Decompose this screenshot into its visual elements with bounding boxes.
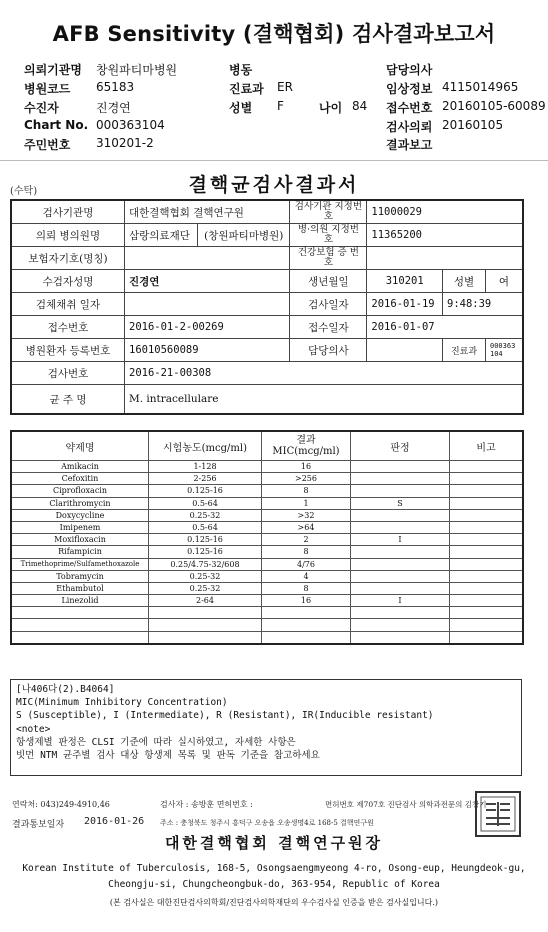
info-value: 000363104	[486, 339, 524, 362]
hdr-label: 병동	[229, 63, 253, 77]
drug-name: Rifampicin	[11, 546, 149, 558]
test-range: 0.5-64	[149, 521, 262, 533]
test-range: 0.5-64	[149, 497, 262, 509]
info-value: 진경연	[125, 270, 290, 293]
hdr-value: 20160105	[442, 118, 504, 132]
hdr-value: 4115014965	[442, 80, 519, 94]
hdr-value: F	[277, 99, 284, 113]
info-label: 보험자기호(명칭)	[11, 247, 125, 270]
column-header: 약제명	[11, 431, 149, 461]
column-header: 비고	[450, 431, 524, 461]
mic-result: 4	[262, 570, 351, 582]
drug-name: Amikacin	[11, 461, 149, 473]
drug-name: Doxycycline	[11, 509, 149, 521]
remark	[450, 631, 524, 644]
column-header: 결과 MIC(mcg/ml)	[262, 431, 351, 461]
report-title: AFB Sensitivity (결핵협회) 검사결과보고서	[52, 22, 496, 46]
hdr-label: 진료과	[229, 82, 264, 96]
hdr-value: 84	[352, 99, 368, 113]
table-row	[11, 485, 523, 497]
test-range: 0.125-16	[149, 546, 262, 558]
interpretation: I	[351, 595, 450, 607]
table-row	[11, 619, 523, 631]
mic-result: 16	[262, 461, 351, 473]
hdr-label: 의뢰기관명	[24, 63, 82, 77]
test-range: 0.125-16	[149, 534, 262, 546]
interpretation	[351, 509, 450, 521]
outsourced-label: (수탁)	[10, 186, 38, 197]
interpretation	[351, 619, 450, 631]
mic-result: >256	[262, 473, 351, 485]
mic-result: 8	[262, 485, 351, 497]
info-value	[367, 339, 443, 362]
remark	[450, 558, 524, 570]
info-label: 검사번호	[11, 362, 125, 385]
interpretation	[351, 558, 450, 570]
info-label: 의뢰 병의원명	[11, 224, 125, 247]
interpretation: I	[351, 534, 450, 546]
interpretation	[351, 546, 450, 558]
remark	[450, 546, 524, 558]
remark	[450, 619, 524, 631]
phone-text: 연락처: 043)249-4910,46	[12, 800, 110, 809]
divider	[0, 160, 548, 161]
info-value: 11365200	[367, 224, 523, 247]
table-row	[11, 582, 523, 594]
info-value	[367, 247, 523, 270]
remark	[450, 582, 524, 594]
info-label: 검사기관 지정번호	[290, 200, 367, 224]
english-address-2: Cheongju-si, Chungcheongbuk-do, 363-954, Republic of Korea	[108, 879, 440, 890]
info-value: 11000029	[367, 200, 523, 224]
mic-result: 4/76	[262, 558, 351, 570]
table-row	[11, 509, 523, 521]
hdr-label: 결과보고	[386, 138, 433, 152]
hdr-label: 병원코드	[24, 82, 71, 96]
license-text: 면허번호 제707호 진단검사 의학과전문의 김창기	[325, 800, 487, 809]
official-seal-icon	[474, 790, 522, 838]
test-range	[149, 607, 262, 619]
info-label: 생년월일	[290, 270, 367, 293]
remark	[450, 509, 524, 521]
test-range: 0.25-32	[149, 570, 262, 582]
test-range: 0.25-32	[149, 509, 262, 521]
mic-result: >32	[262, 509, 351, 521]
info-value: 2016-01-07	[367, 316, 523, 339]
note-line: 빗먼 NTM 균주별 검사 대상 항생제 목록 및 판독 기준을 참고하세요	[16, 750, 320, 762]
drug-name: Clarithromycin	[11, 497, 149, 509]
info-value: 2016-01-19	[367, 293, 443, 316]
mic-result: 1	[262, 497, 351, 509]
hdr-label: 접수번호	[386, 101, 433, 115]
mic-result: 8	[262, 546, 351, 558]
interpretation	[351, 570, 450, 582]
hdr-label: Chart No.	[24, 118, 89, 132]
info-value: 2016-01-2-00269	[125, 316, 290, 339]
table-row	[11, 534, 523, 546]
mic-result: 16	[262, 595, 351, 607]
info-value: 삼랑의료재단	[125, 224, 198, 247]
drug-name: Linezolid	[11, 595, 149, 607]
notes-box	[10, 679, 522, 776]
date-label: 결과통보일자	[12, 820, 65, 830]
info-value: 2016-21-00308	[125, 362, 524, 385]
info-value: 310201	[367, 270, 443, 293]
remark	[450, 570, 524, 582]
test-range: 2-64	[149, 595, 262, 607]
hdr-label: 임상정보	[386, 82, 433, 96]
table-row	[11, 461, 523, 473]
report-date: 2016-01-26	[84, 816, 145, 827]
hdr-label: 성별	[229, 101, 253, 115]
info-label: 검사일자	[290, 293, 367, 316]
drug-name: Trimethoprime/Sulfamethoxazole	[11, 558, 149, 570]
hdr-label: 주민번호	[24, 138, 71, 152]
table-row	[11, 570, 523, 582]
interpretation	[351, 461, 450, 473]
hdr-value: 65183	[96, 80, 135, 94]
hdr-label: 검사의뢰	[386, 120, 433, 134]
info-label: 균 주 명	[11, 385, 125, 415]
drug-name: Moxifloxacin	[11, 534, 149, 546]
hdr-value: 진경연	[96, 101, 131, 115]
interpretation	[351, 607, 450, 619]
hdr-value: 창원파티마병원	[96, 63, 178, 77]
address-text: 주소 : 충청북도 청주시 흥덕구 오송읍 오송생명4로 168-5 결핵연구원	[160, 819, 374, 827]
test-range	[149, 619, 262, 631]
info-label: 성별	[443, 270, 486, 293]
info-label: 검체채취 일자	[11, 293, 125, 316]
info-value: 여	[486, 270, 524, 293]
hdr-label: 나이	[319, 101, 343, 115]
drug-name	[11, 607, 149, 619]
info-value: 9:48:39	[443, 293, 524, 316]
info-label: 진료과	[443, 339, 486, 362]
drug-name	[11, 631, 149, 644]
mic-result	[262, 619, 351, 631]
info-label: 건강보험 증 번 호	[290, 247, 367, 270]
info-label: 수검자성명	[11, 270, 125, 293]
drug-name: Ethambutol	[11, 582, 149, 594]
remark	[450, 485, 524, 497]
test-range: 2-256	[149, 473, 262, 485]
column-header: 시험농도(mcg/ml)	[149, 431, 262, 461]
table-row	[11, 473, 523, 485]
susceptibility-table	[10, 430, 524, 645]
test-range: 0.25-32	[149, 582, 262, 594]
interpretation	[351, 485, 450, 497]
remark	[450, 461, 524, 473]
hdr-value: 310201-2	[96, 136, 154, 150]
english-address-1: Korean Institute of Tuberculosis, 168-5, Osongsaengmyeong 4-ro, Osong-eup, Heungdeok-gu,	[22, 863, 526, 874]
info-value	[125, 293, 290, 316]
certification-text: (본 검사실은 대한진단검사의학회/진단검사의학재단의 우수검사실 인증을 받은 검사실입니다.)	[109, 898, 439, 907]
drug-name: Imipenem	[11, 521, 149, 533]
table-row	[11, 497, 523, 509]
interpretation	[351, 631, 450, 644]
drug-name	[11, 619, 149, 631]
info-label: 병원환자 등록번호	[11, 339, 125, 362]
note-line: 항생제별 판정은 CLSI 기준에 따라 실시하였고, 자세한 사항은	[16, 736, 296, 748]
interpretation	[351, 521, 450, 533]
test-range: 0.25/4.75-32/608	[149, 558, 262, 570]
note-line: <note>	[16, 723, 51, 735]
column-header: 판정	[351, 431, 450, 461]
info-label: 담당의사	[290, 339, 367, 362]
mic-result: >64	[262, 521, 351, 533]
hdr-value: 000363104	[96, 118, 165, 132]
remark	[450, 521, 524, 533]
interpretation: S	[351, 497, 450, 509]
info-value: 16010560089	[125, 339, 290, 362]
table-row	[11, 607, 523, 619]
organism-name: M. intracellulare	[125, 385, 524, 415]
test-range: 1-128	[149, 461, 262, 473]
remark	[450, 534, 524, 546]
info-value	[125, 247, 290, 270]
remark	[450, 595, 524, 607]
table-row	[11, 546, 523, 558]
hdr-label: 수진자	[24, 101, 59, 115]
patient-info-table	[10, 199, 524, 415]
info-label: 병·의원 지정번호	[290, 224, 367, 247]
mic-result	[262, 607, 351, 619]
table-row	[11, 521, 523, 533]
hdr-value: 20160105-60089	[442, 99, 546, 113]
info-value: (창원파티마병원)	[198, 224, 290, 247]
test-range: 0.125-16	[149, 485, 262, 497]
note-line: MIC(Minimum Inhibitory Concentration)	[16, 697, 228, 709]
mic-result	[262, 631, 351, 644]
info-label: 검사기관명	[11, 200, 125, 224]
interpretation	[351, 473, 450, 485]
remark	[450, 497, 524, 509]
interpretation	[351, 582, 450, 594]
result-sheet-title: 결핵균검사결과서	[188, 174, 360, 196]
note-line: [나406다(2).B4064]	[16, 684, 115, 695]
test-range	[149, 631, 262, 644]
info-label: 접수일자	[290, 316, 367, 339]
drug-name: Cefoxitin	[11, 473, 149, 485]
examiner-text: 검사자 : 송방훈 면허번호 :	[160, 800, 253, 809]
note-line: S (Susceptible), I (Intermediate), R (Resistant), IR(Inducible resistant)	[16, 710, 434, 722]
mic-result: 2	[262, 534, 351, 546]
table-row	[11, 595, 523, 607]
institute-name: 대한결핵협회 결핵연구원장	[164, 834, 384, 852]
info-label: 접수번호	[11, 316, 125, 339]
remark	[450, 607, 524, 619]
table-row	[11, 631, 523, 644]
mic-result: 8	[262, 582, 351, 594]
info-value: 대한결핵협회 결핵연구원	[125, 200, 290, 224]
drug-name: Tobramycin	[11, 570, 149, 582]
hdr-label: 담당의사	[386, 63, 433, 77]
remark	[450, 473, 524, 485]
table-row	[11, 558, 523, 570]
drug-name: Ciprofloxacin	[11, 485, 149, 497]
hdr-value: ER	[277, 80, 293, 94]
